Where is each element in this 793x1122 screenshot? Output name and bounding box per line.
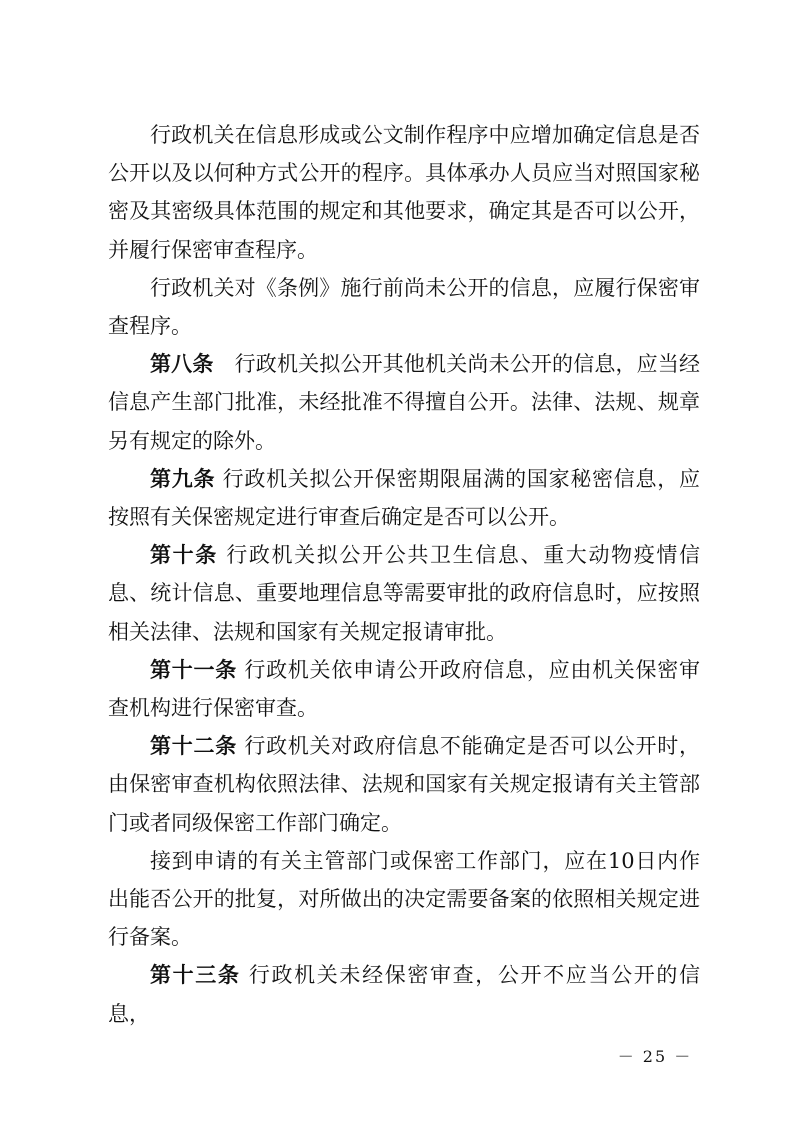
paragraph-text: 行政机关对政府信息不能确定是否可以公开时，由保密审查机构依照法律、法规和国家有关规定报请有关主管部门或者同级保密工作部门确定。 xyxy=(108,734,700,835)
page-number: － 25 － xyxy=(617,1047,693,1066)
article-heading: 第十三条 xyxy=(150,963,241,988)
body-text xyxy=(108,116,700,1033)
paragraph-text: 接到申请的有关主管部门或保密工作部门，应在10日内作出能否公开的批复，对所做出的决定需要备案的依照相关规定进行备案。 xyxy=(108,848,700,950)
paragraph xyxy=(108,842,700,957)
paragraph-text: 行政机关拟公开保密期限届满的国家秘密信息，应按照有关保密规定进行审查后确定是否可以公开。 xyxy=(108,466,700,530)
article-heading: 第十二条 xyxy=(150,734,237,759)
article-heading: 第九条 xyxy=(150,466,216,491)
paragraph xyxy=(108,536,700,651)
paragraph-text: 行政机关未经保密审查，公开不应当公开的信息， xyxy=(108,963,700,1026)
paragraph xyxy=(108,727,700,842)
paragraph xyxy=(108,460,700,536)
paragraph xyxy=(108,651,700,727)
article-heading: 第十条 xyxy=(150,543,218,568)
article-heading: 第十一条 xyxy=(150,657,237,682)
paragraph-text: 行政机关在信息形成或公文制作程序中应增加确定信息是否公开以及以何种方式公开的程序。具体承办人员应当对照国家秘密及其密级具体范围的规定和其他要求，确定其是否可以公开，并履行保密审查程序。 xyxy=(108,123,700,262)
paragraph-text: 行政机关依申请公开政府信息，应由机关保密审查机构进行保密审查。 xyxy=(108,657,700,721)
paragraph xyxy=(108,116,700,269)
paragraph-text: 行政机关拟公开其他机关尚未公开的信息，应当经信息产生部门批准，未经批准不得擅自公开。法律、法规、规章另有规定的除外。 xyxy=(108,352,701,453)
paragraph xyxy=(108,269,700,345)
paragraph-text: 行政机关对《条例》施行前尚未公开的信息，应履行保密审查程序。 xyxy=(108,275,700,339)
article-heading: 第八条 xyxy=(150,352,214,377)
paragraph xyxy=(108,956,700,1032)
paragraph xyxy=(108,345,700,460)
paragraph-text: 行政机关拟公开公共卫生信息、重大动物疫情信息、统计信息、重要地理信息等需要审批的政府信息时，应按照相关法律、法规和国家有关规定报请审批。 xyxy=(108,543,700,644)
